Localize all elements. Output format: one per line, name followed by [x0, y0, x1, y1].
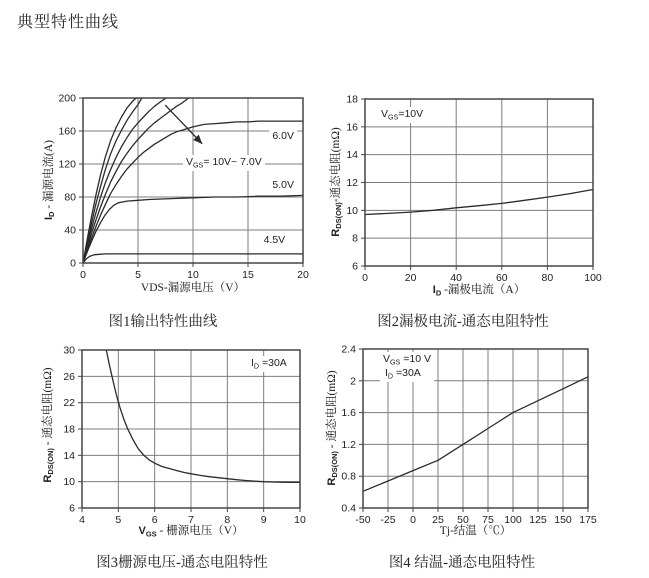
fig4-y-axis-label — [323, 370, 339, 485]
annotation-value: =30A — [259, 357, 287, 369]
curve-label-6.0V: 6.0V — [269, 130, 297, 142]
y-tick-label: 80 — [64, 191, 76, 204]
x-axis-subscript: D — [435, 288, 442, 298]
x-axis-text: - 栅源电压（V） — [156, 525, 244, 537]
annotation-subscript: GS — [390, 358, 401, 367]
x-tick-label: 15 — [242, 269, 254, 281]
fig2-condition-annotation — [378, 107, 426, 123]
fig1-plot-area — [35, 88, 320, 333]
y-tick-label: 40 — [64, 224, 76, 237]
fig4-caption: 图4 结温-通态电阻特性 — [388, 555, 536, 571]
x-axis-subscript: GS — [145, 529, 157, 539]
y-tick-label: 18 — [63, 423, 75, 436]
y-tick-label: 16 — [346, 121, 358, 134]
fig2-x-axis-label — [365, 281, 593, 297]
annotation-line-1 — [383, 353, 431, 367]
annotation-line-2 — [383, 367, 431, 381]
y-tick-label: 0.8 — [341, 470, 356, 483]
y-axis-symbol: R — [325, 477, 338, 486]
y-tick-label: 8 — [352, 232, 358, 245]
y-tick-label: 12 — [346, 177, 358, 189]
y-axis-subscript: DS(ON) — [330, 451, 340, 478]
annotation-subscript: GS — [388, 113, 399, 122]
fig2-caption: 图2漏极电流-通态电阻特性 — [377, 314, 549, 330]
annotation-symbol: I — [385, 367, 388, 380]
x-tick-label: 4 — [79, 514, 85, 526]
y-axis-subscript: D — [47, 211, 57, 217]
x-axis-text: Tj-结温（℃） — [439, 525, 512, 537]
fig3-condition-annotation — [248, 356, 290, 372]
x-tick-label: 150 — [554, 514, 572, 526]
x-tick-label: 50 — [457, 514, 469, 526]
annotation-subscript: D — [253, 362, 260, 371]
annotation-subscript: D — [387, 372, 394, 381]
x-tick-label: 40 — [450, 272, 463, 284]
annotation-value: =30A — [393, 367, 421, 380]
y-tick-label: 0 — [70, 257, 76, 270]
fig3-plot-area — [35, 340, 320, 575]
y-axis-subscript: DS(ON) — [334, 202, 344, 229]
x-tick-label: 80 — [541, 272, 554, 284]
curve-label-4.5V: 4.5V — [261, 234, 289, 246]
fig4-conditions-annotation — [380, 352, 434, 382]
figure-2-id-vs-rdson — [320, 88, 605, 333]
x-tick-label: 60 — [495, 272, 508, 284]
x-tick-label: 25 — [432, 514, 444, 526]
y-axis-text: - 通态电阻(mΩ) — [41, 367, 54, 449]
y-tick-label: 14 — [63, 449, 75, 462]
annotation-value: =10V — [398, 108, 424, 120]
annotation-symbol: V — [383, 353, 391, 365]
y-tick-label: 14 — [346, 149, 358, 162]
y-tick-label: 1.6 — [341, 407, 356, 420]
x-tick-label: 20 — [297, 269, 309, 281]
curve-label-5.0V: 5.0V — [269, 179, 297, 191]
x-tick-label: 75 — [482, 514, 494, 526]
annotation-symbol: V — [381, 108, 389, 120]
y-axis-text: -通态电阻(mΩ) — [329, 127, 342, 203]
x-tick-label: 175 — [579, 514, 597, 526]
y-tick-label: 26 — [63, 370, 75, 383]
y-tick-label: 6 — [352, 260, 358, 273]
fig4-x-axis-label — [363, 522, 588, 538]
x-axis-symbol: V — [138, 525, 146, 537]
x-tick-label: 8 — [224, 514, 231, 526]
x-tick-label: 0 — [362, 272, 368, 284]
fig2-y-axis-label — [327, 127, 343, 237]
y-tick-label: 0.4 — [341, 502, 356, 515]
y-tick-label: 1.2 — [341, 438, 356, 451]
y-axis-symbol: I — [42, 216, 55, 221]
x-tick-label: 6 — [151, 514, 158, 526]
y-axis-subscript: DS(ON) — [46, 448, 56, 475]
x-tick-label: 7 — [188, 514, 194, 526]
x-tick-label: 0 — [80, 269, 86, 281]
y-tick-label: 10 — [63, 476, 75, 489]
x-axis-symbol: I — [432, 284, 436, 296]
y-tick-label: 2 — [350, 375, 356, 388]
curve-RDS(ON)vsTj — [363, 377, 588, 492]
x-tick-label: -50 — [355, 514, 371, 526]
y-tick-label: 30 — [63, 344, 75, 357]
y-tick-label: 22 — [63, 397, 75, 410]
fig1-x-axis-label — [83, 279, 303, 295]
x-tick-label: 9 — [260, 514, 267, 526]
annotation-symbol: I — [251, 357, 254, 369]
annotation-arrow — [166, 105, 202, 143]
x-tick-label: 100 — [584, 272, 602, 284]
annotation-symbol: V — [186, 156, 194, 168]
figure-3-vgs-vs-rdson — [35, 340, 320, 575]
x-tick-label: 5 — [115, 514, 122, 526]
x-tick-label: 5 — [135, 269, 141, 281]
fig3-x-axis-label — [82, 522, 300, 538]
fig3-caption: 图3栅源电压-通态电阻特性 — [96, 555, 268, 571]
y-tick-label: 160 — [58, 125, 76, 138]
fig3-y-axis-label — [39, 367, 55, 482]
y-axis-symbol: R — [329, 228, 342, 237]
x-tick-label: 10 — [294, 514, 306, 526]
figure-4-tj-vs-rdson — [320, 340, 605, 575]
x-tick-label: 20 — [404, 272, 417, 284]
fig4-plot-area — [320, 340, 605, 575]
x-tick-label: 100 — [504, 514, 522, 526]
y-tick-label: 6 — [69, 502, 75, 515]
annotation-subscript: GS — [193, 161, 204, 170]
x-tick-label: 125 — [529, 514, 547, 526]
fig1-y-axis-label — [40, 140, 56, 220]
fig1-caption: 图1输出特性曲线 — [108, 314, 218, 330]
y-axis-text: - 漏源电流(A) — [42, 139, 55, 212]
x-tick-label: 10 — [187, 269, 199, 281]
figure-1-output-characteristics — [35, 88, 320, 333]
y-tick-label: 120 — [58, 158, 76, 171]
y-tick-label: 10 — [346, 204, 358, 217]
x-tick-label: -25 — [380, 514, 396, 526]
x-axis-text: VDS-漏源电压（V） — [140, 282, 246, 294]
x-tick-label: 0 — [410, 514, 416, 526]
fig1-vgs-range-annotation — [183, 155, 265, 171]
x-axis-text: -漏极电流（A） — [441, 284, 526, 296]
y-axis-text: - 通态电阻(mΩ) — [325, 370, 338, 452]
y-axis-symbol: R — [41, 474, 54, 483]
annotation-value: =10 V — [400, 353, 431, 365]
y-tick-label: 18 — [346, 93, 358, 106]
y-tick-label: 2.4 — [341, 343, 356, 356]
annotation-value: = 10V~ 7.0V — [203, 156, 262, 168]
y-tick-label: 200 — [58, 92, 76, 105]
page-title: 典型特性曲线 — [17, 14, 120, 31]
